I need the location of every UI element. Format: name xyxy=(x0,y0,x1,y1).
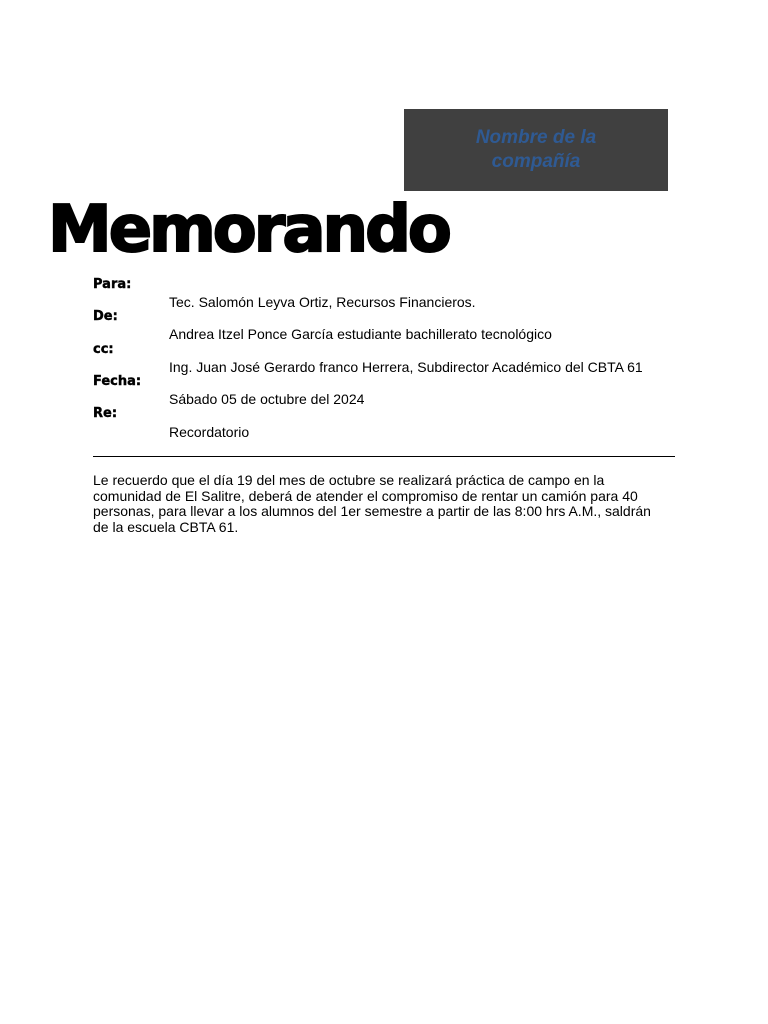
company-name: Nombre de la compañía xyxy=(475,127,597,172)
cc-label: cc: xyxy=(93,342,114,357)
fecha-value: Sábado 05 de octubre del 2024 xyxy=(169,391,365,407)
para-label: Para: xyxy=(93,277,132,292)
memo-title: Memorando xyxy=(48,193,449,267)
de-value: Andrea Itzel Ponce García estudiante bachillerato tecnológico xyxy=(169,326,552,342)
company-name-box xyxy=(404,109,668,191)
re-label: Re: xyxy=(93,406,118,421)
memo-body: Le recuerdo que el día 19 del mes de octubre se realizará práctica de campo en la comunidad de El Salitre, deberá de atender el compromiso de rentar un camión para 40 personas, para llevar a los alumnos del 1er semestre a partir de las 8:00 hrs A.M., saldrán de la escuela CBTA 61. xyxy=(93,472,651,535)
re-value: Recordatorio xyxy=(169,424,250,440)
header-divider xyxy=(93,456,675,457)
cc-value: Ing. Juan José Gerardo franco Herrera, Subdirector Académico del CBTA 61 xyxy=(169,359,643,375)
de-label: De: xyxy=(93,309,118,324)
fecha-label: Fecha: xyxy=(93,374,142,389)
para-value: Tec. Salomón Leyva Ortiz, Recursos Financieros. xyxy=(169,294,476,310)
